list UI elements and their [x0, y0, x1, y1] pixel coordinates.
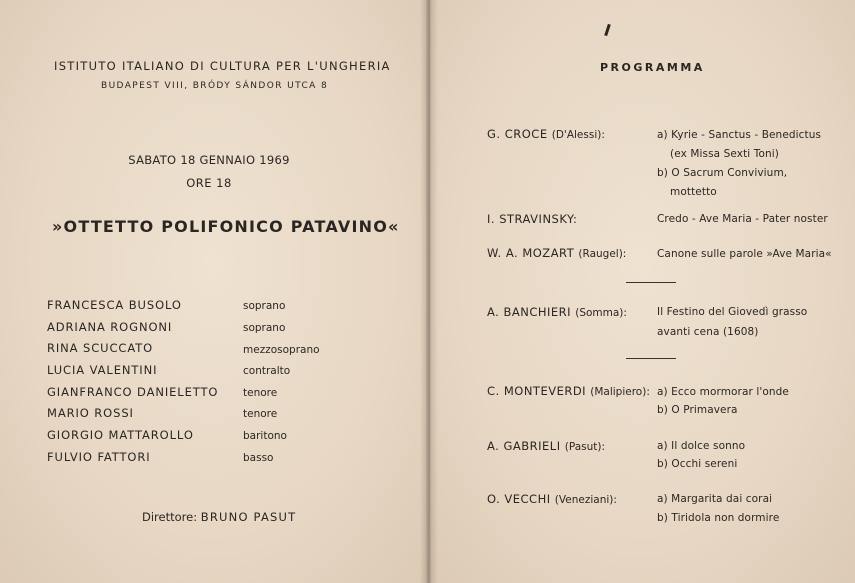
singer-name: ADRIANA ROGNONI — [47, 320, 173, 334]
institute-address: BUDAPEST VIII, BRÓDY SÁNDOR UTCA 8 — [101, 81, 329, 91]
work-title: mottetto — [670, 186, 717, 198]
programme-heading: PROGRAMMA — [600, 61, 705, 74]
composer-line — [487, 492, 617, 506]
singer-voice: contralto — [243, 365, 291, 377]
singer-name: MARIO ROSSI — [47, 406, 134, 420]
singer-name: FRANCESCA BUSOLO — [47, 298, 182, 312]
singer-voice: basso — [243, 452, 274, 464]
work-title: Il Festino del Giovedì grasso — [657, 306, 808, 318]
singer-name: LUCIA VALENTINI — [47, 363, 158, 377]
arranger-name: (Somma): — [575, 307, 627, 319]
work-title: b) Tiridola non dormire — [657, 512, 780, 524]
arranger-name: (Pasut): — [564, 441, 606, 453]
singer-voice: mezzosoprano — [243, 344, 320, 356]
work-title: b) O Primavera — [657, 404, 738, 416]
work-title: avanti cena (1608) — [657, 326, 759, 338]
composer-line — [487, 384, 650, 398]
work-title: a) Kyrie - Sanctus - Benedictus — [657, 129, 822, 141]
composer-name: W. A. MOZART — [487, 246, 575, 260]
institute-heading: ISTITUTO ITALIANO DI CULTURA PER L'UNGHERIA — [54, 59, 391, 73]
page-fold — [420, 0, 438, 583]
singer-name: FULVIO FATTORI — [47, 450, 151, 464]
work-title: b) Occhi sereni — [657, 458, 738, 470]
singer-name: RINA SCUCCATO — [47, 341, 154, 355]
composer-name: A. BANCHIERI — [487, 305, 572, 319]
singer-voice: tenore — [243, 408, 278, 420]
singer-voice: baritono — [243, 430, 287, 442]
work-title: a) Il dolce sonno — [657, 440, 746, 452]
singer-voice: soprano — [243, 300, 286, 312]
arranger-name: (Raugel): — [578, 248, 627, 260]
composer-line — [487, 439, 605, 453]
arranger-name: (Malipiero): — [590, 386, 650, 398]
composer-name: C. MONTEVERDI — [487, 384, 587, 398]
composer-line — [487, 212, 577, 226]
director-name: BRUNO PASUT — [200, 510, 297, 524]
composer-line — [487, 246, 626, 260]
composer-line — [487, 127, 605, 141]
arranger-name: (Veneziani): — [554, 494, 617, 506]
composer-name: I. STRAVINSKY: — [487, 212, 578, 226]
singer-voice: tenore — [243, 387, 278, 399]
section-divider — [626, 358, 676, 359]
director-label: Direttore: — [142, 510, 198, 524]
concert-date: SABATO 18 GENNAIO 1969 — [128, 153, 290, 167]
arranger-name: (D'Alessi): — [551, 129, 605, 141]
work-title: a) Margarita dai corai — [657, 493, 773, 505]
director-line — [142, 510, 296, 524]
work-title: Canone sulle parole »Ave Maria« — [657, 248, 832, 260]
work-title: b) O Sacrum Convivium, — [657, 167, 788, 179]
composer-name: G. CROCE — [487, 127, 548, 141]
singer-voice: soprano — [243, 322, 286, 334]
work-title: (ex Missa Sexti Toni) — [670, 148, 779, 160]
singer-name: GIORGIO MATTAROLLO — [47, 428, 194, 442]
work-title: Credo - Ave Maria - Pater noster — [657, 213, 828, 225]
singer-name: GIANFRANCO DANIELETTO — [47, 385, 219, 399]
composer-name: O. VECCHI — [487, 492, 551, 506]
section-divider — [626, 282, 676, 283]
composer-name: A. GABRIELI — [487, 439, 561, 453]
work-title: a) Ecco mormorar l'onde — [657, 386, 789, 398]
ensemble-title: »OTTETTO POLIFONICO PATAVINO« — [52, 217, 400, 236]
composer-line — [487, 305, 627, 319]
concert-time: ORE 18 — [186, 176, 232, 190]
